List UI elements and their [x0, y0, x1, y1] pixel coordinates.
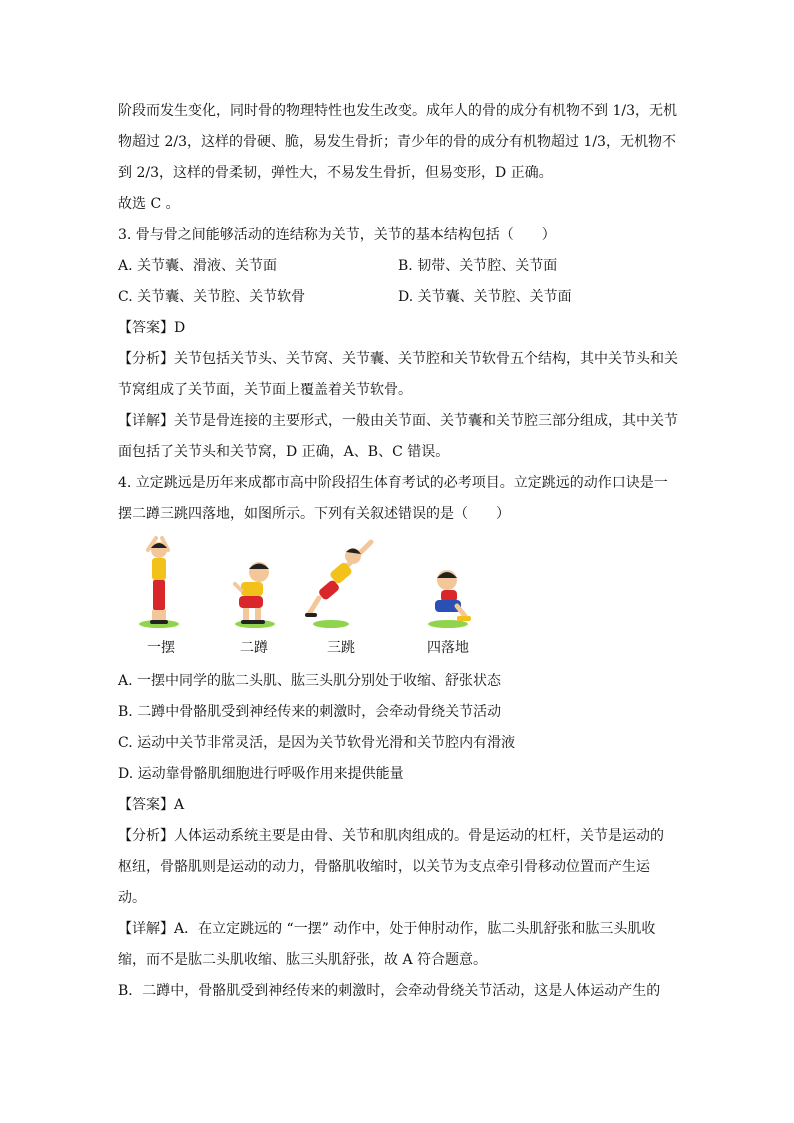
- analysis-line: 动。: [118, 890, 146, 906]
- question-3-stem: 3. 骨与骨之间能够活动的连结称为关节，关节的基本结构包括（ ）: [118, 227, 556, 243]
- option-a: A. 关节囊、滑液、关节面: [118, 258, 278, 274]
- analysis-line: 枢纽，骨骼肌则是运动的动力，骨骼肌收缩时，以关节为支点牵引骨移动位置而产生运: [118, 859, 650, 875]
- caption-swing: 一摆: [147, 640, 175, 656]
- text-line: 阶段而发生变化，同时骨的物理特性也发生改变。成年人的骨的成分有机物不到 1/3，无机: [118, 103, 677, 119]
- option-c: C. 关节囊、关节腔、关节软骨: [118, 289, 306, 305]
- jump-illustration: [301, 536, 381, 631]
- option-d: D. 关节囊、关节腔、关节面: [398, 289, 572, 305]
- landing-illustration: [413, 536, 483, 631]
- swing-illustration: [126, 536, 196, 631]
- option-a: A. 一摆中同学的肱二头肌、肱三头肌分别处于收缩、舒张状态: [118, 673, 502, 689]
- long-jump-figure: [118, 536, 678, 666]
- answer: 【答案】A: [118, 797, 185, 813]
- caption-jump: 三跳: [327, 640, 355, 656]
- text-line: 到 2/3，这样的骨柔韧，弹性大，不易发生骨折，但易变形，D 正确。: [118, 165, 553, 181]
- analysis-line: 【分析】关节包括关节头、关节窝、关节囊、关节腔和关节软骨五个结构，其中关节头和关: [118, 351, 678, 367]
- detail-line: 面包括了关节头和关节窝，D 正确，A、B、C 错误。: [118, 444, 450, 460]
- option-d: D. 运动靠骨骼肌细胞进行呼吸作用来提供能量: [118, 766, 404, 782]
- text-line: 物超过 2/3，这样的骨硬、脆，易发生骨折；青少年的骨的成分有机物超过 1/3，无机物不: [118, 134, 676, 150]
- question-4-stem: 4. 立定跳远是历年来成都市高中阶段招生体育考试的必考项目。立定跳远的动作口诀是一: [118, 475, 668, 491]
- caption-landing: 四落地: [427, 640, 469, 656]
- detail-line: 缩，而不是肱二头肌收缩、肱三头肌舒张，故 A 符合题意。: [118, 952, 488, 968]
- caption-squat: 二蹲: [240, 640, 268, 656]
- option-b: B. 二蹲中骨骼肌受到神经传来的刺激时，会牵动骨绕关节活动: [118, 704, 502, 720]
- detail-line: 【详解】关节是骨连接的主要形式，一般由关节面、关节囊和关节腔三部分组成，其中关节: [118, 413, 678, 429]
- analysis-line: 节窝组成了关节面，关节面上覆盖着关节软骨。: [118, 382, 412, 398]
- analysis-line: 【分析】人体运动系统主要是由骨、关节和肌肉组成的。骨是运动的杠杆，关节是运动的: [118, 828, 664, 844]
- answer: 【答案】D: [118, 320, 186, 336]
- squat-illustration: [219, 536, 289, 631]
- detail-line: B．二蹲中，骨骼肌受到神经传来的刺激时，会牵动骨绕关节活动，这是人体运动产生的: [118, 983, 661, 999]
- question-4-stem: 摆二蹲三跳四落地，如图所示。下列有关叙述错误的是（ ）: [118, 506, 510, 522]
- figure-swing: [121, 536, 201, 659]
- figure-squat: [214, 536, 294, 659]
- detail-line: 【详解】A．在立定跳远的 “一摆” 动作中，处于伸肘动作，肱二头肌舒张和肱三头肌收: [118, 921, 656, 937]
- option-c: C. 运动中关节非常灵活，是因为关节软骨光滑和关节腔内有滑液: [118, 735, 516, 751]
- question-3-options-row-2: [118, 282, 678, 313]
- document-page: [118, 96, 678, 1007]
- option-b: B. 韧带、关节腔、关节面: [398, 258, 558, 274]
- figure-landing: [408, 536, 488, 659]
- text-line: 故选 C 。: [118, 196, 180, 212]
- question-3-options-row-1: [118, 251, 678, 282]
- figure-jump: [301, 536, 381, 659]
